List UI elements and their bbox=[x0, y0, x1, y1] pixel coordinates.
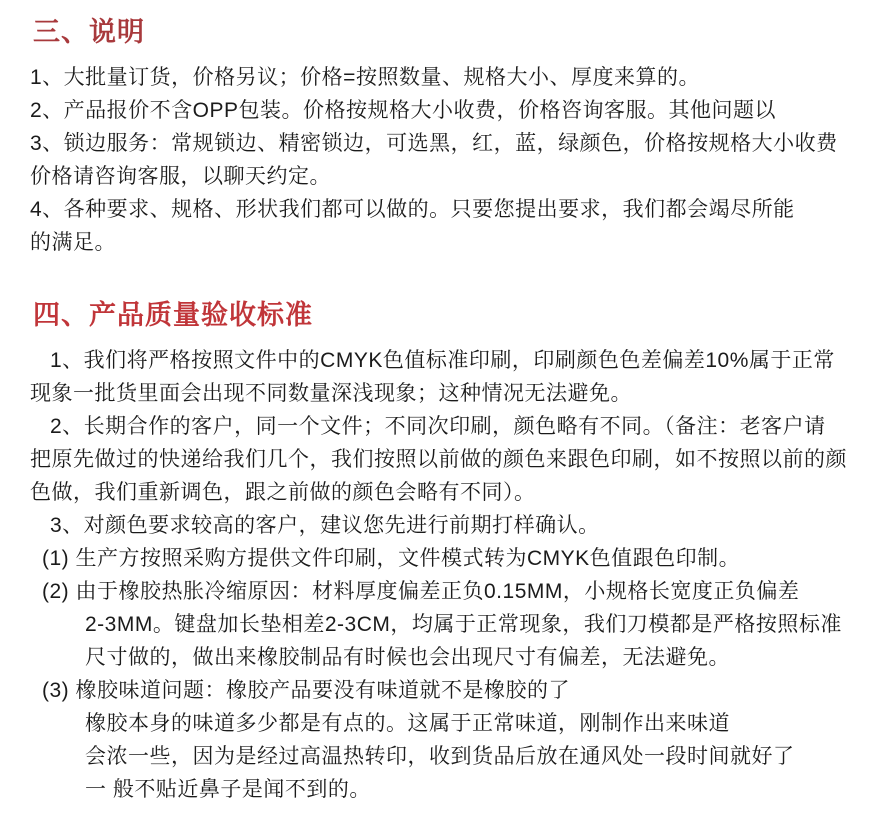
paragraph-line: 尺寸做的，做出来橡胶制品有时候也会出现尺寸有偏差，无法避免。 bbox=[85, 646, 730, 669]
paragraph-line: 一 般不贴近鼻子是闻不到的。 bbox=[85, 778, 371, 801]
paragraph-line: (2) 由于橡胶热胀冷缩原因：材料厚度偏差正负0.15MM，小规格长宽度正负偏差 bbox=[42, 580, 800, 603]
paragraph-line: (3) 橡胶味道问题：橡胶产品要没有味道就不是橡胶的了 bbox=[42, 679, 570, 702]
paragraph-line: 3、对颜色要求较高的客户，建议您先进行前期打样确认。 bbox=[50, 514, 600, 537]
section-yanshou-biaozhun bbox=[30, 299, 870, 806]
paragraph-line: 2、产品报价不含OPP包装。价格按规格大小收费，价格咨询客服。其他问题以 bbox=[30, 99, 777, 122]
section-heading-shuoming: 三、说明 bbox=[33, 17, 145, 47]
paragraph-line: 现象一批货里面会出现不同数量深浅现象；这种情况无法避免。 bbox=[30, 382, 632, 405]
paragraph-line: 会浓一些，因为是经过高温热转印，收到货品后放在通风处一段时间就好了 bbox=[85, 745, 795, 768]
paragraph-line: 把原先做过的快递给我们几个，我们按照以前做的颜色来跟色印刷，如不按照以前的颜 bbox=[30, 448, 847, 471]
section-body-yanshou-biaozhun bbox=[30, 344, 870, 806]
paragraph-line: 2-3MM。键盘加长垫相差2-3CM，均属于正常现象，我们刀模都是严格按照标准 bbox=[85, 613, 842, 636]
paragraph-line: 2、长期合作的客户，同一个文件；不同次印刷，颜色略有不同。（备注：老客户请 bbox=[50, 415, 826, 438]
paragraph-line: (1) 生产方按照采购方提供文件印刷，文件模式转为CMYK色值跟色印制。 bbox=[42, 547, 741, 570]
paragraph-line: 3、锁边服务：常规锁边、精密锁边，可选黑，红，蓝，绿颜色，价格按规格大小收费 bbox=[30, 132, 838, 155]
paragraph-line: 橡胶本身的味道多少都是有点的。这属于正常味道，刚制作出来味道 bbox=[85, 712, 730, 735]
paragraph-line: 4、各种要求、规格、形状我们都可以做的。只要您提出要求，我们都会竭尽所能 bbox=[30, 198, 795, 221]
section-heading-yanshou-biaozhun: 四、产品质量验收标准 bbox=[33, 300, 313, 330]
paragraph-line: 色做，我们重新调色，跟之前做的颜色会略有不同）。 bbox=[30, 481, 536, 504]
paragraph-line: 1、大批量订货，价格另议；价格=按照数量、规格大小、厚度来算的。 bbox=[30, 66, 700, 89]
paragraph-line: 1、我们将严格按照文件中的CMYK色值标准印刷，印刷颜色色差偏差10%属于正常 bbox=[50, 349, 835, 372]
paragraph-line: 价格请咨询客服，以聊天约定。 bbox=[30, 165, 331, 188]
section-body-shuoming bbox=[30, 61, 870, 259]
paragraph-line: 的满足。 bbox=[30, 231, 116, 254]
section-shuoming bbox=[30, 16, 870, 259]
